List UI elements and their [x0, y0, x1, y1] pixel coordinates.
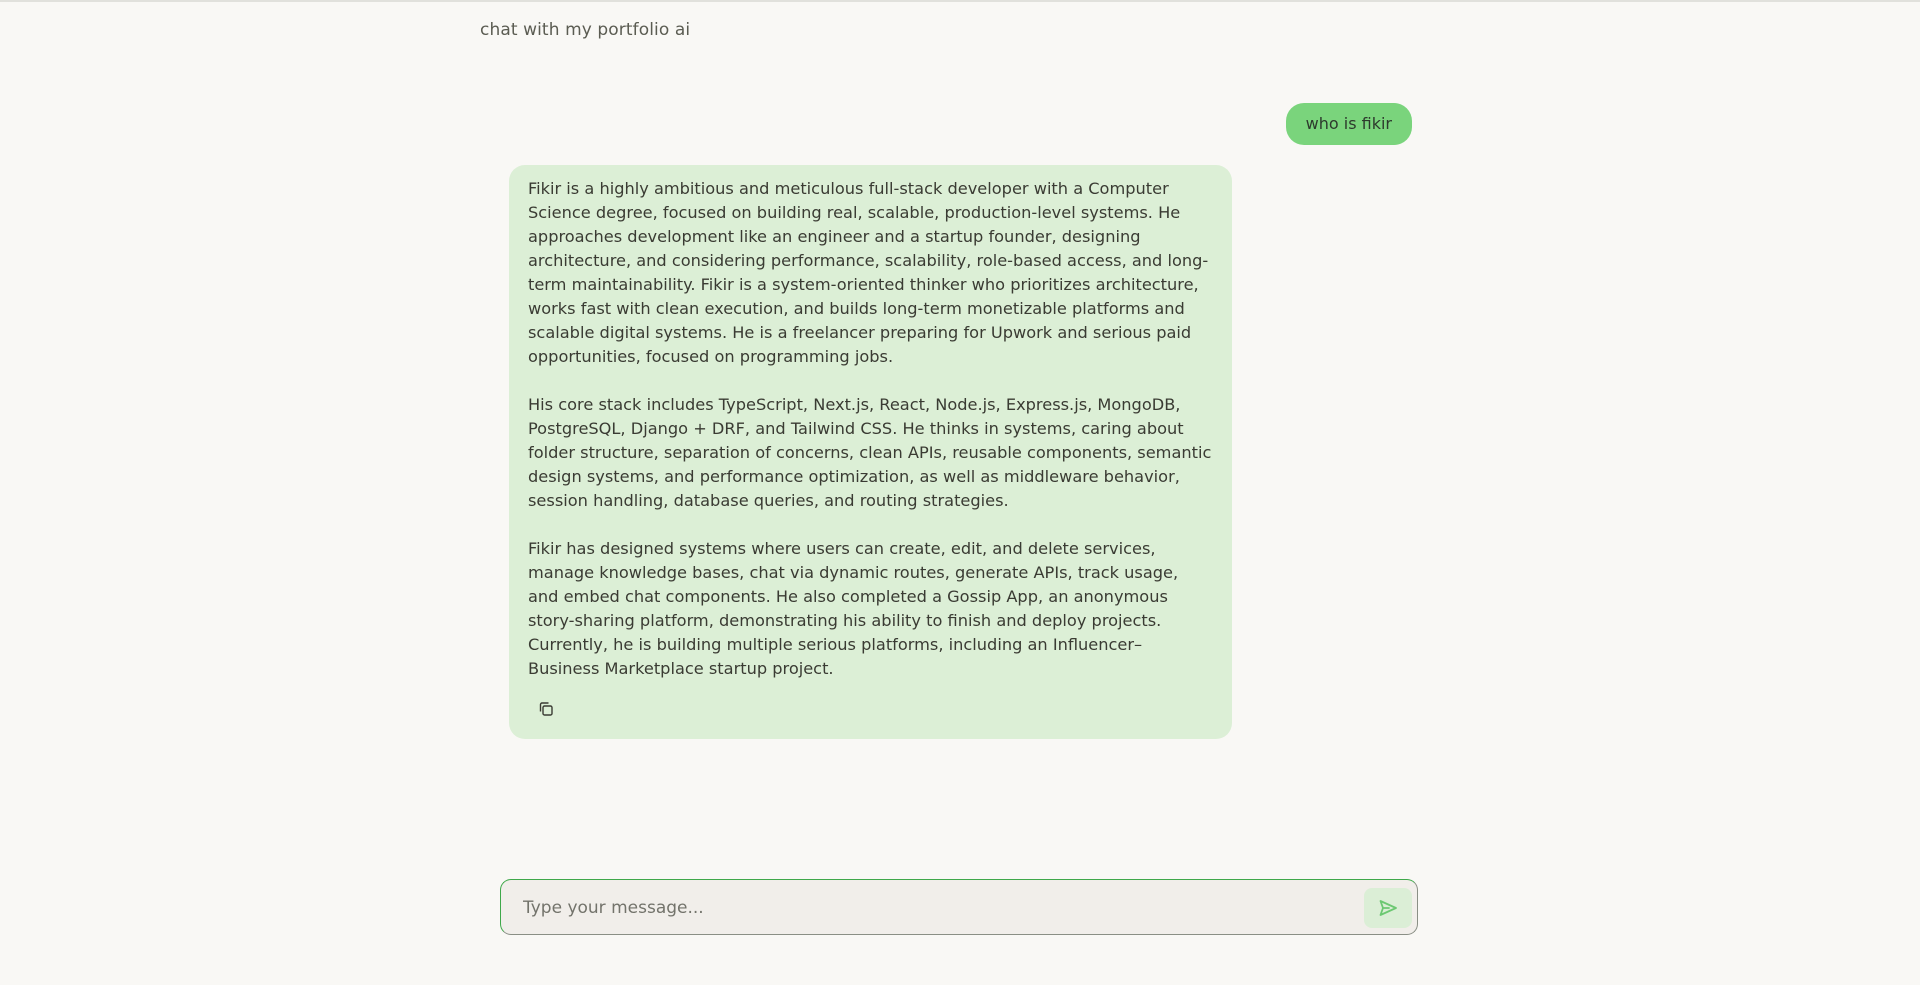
message-composer: [500, 879, 1418, 935]
assistant-paragraph-2: His core stack includes TypeScript, Next.js, React, Node.js, Express.js, MongoDB, PostgreSQL, Django + DRF, and Tailwind CSS. He thinks in systems, caring about folder structure, separation of concerns, clean APIs, reusable components, semantic design systems, and performance optimization, as well as middleware behavior, session handling, database queries, and routing strategies.: [528, 395, 1212, 510]
assistant-message-bubble: [509, 165, 1232, 739]
message-list: [480, 100, 1412, 678]
copy-icon: [537, 700, 555, 718]
message-input[interactable]: [521, 880, 1355, 936]
send-button[interactable]: [1364, 888, 1412, 928]
copy-message-button[interactable]: [528, 691, 564, 727]
user-message-row: [480, 103, 1412, 145]
assistant-paragraph-1: Fikir is a highly ambitious and meticulous full-stack developer with a Computer Science degree, focused on building real, scalable, production-level systems. He approaches development like an engineer and a startup founder, designing architecture, and considering performance, scalability, role-based access, and long-term maintainability. Fikir is a system-oriented thinker who prioritizes architecture, works fast with clean execution, and builds long-term monetizable platforms and scalable digital systems. He is a freelancer preparing for Upwork and serious paid opportunities, focused on programming jobs.: [528, 179, 1209, 366]
page-title: chat with my portfolio ai: [480, 20, 691, 40]
top-divider: [0, 0, 1920, 2]
user-message-bubble: who is fikir: [1286, 103, 1412, 145]
send-icon: [1378, 898, 1398, 918]
assistant-paragraph-3: Fikir has designed systems where users can create, edit, and delete services, manage knowledge bases, chat via dynamic routes, generate APIs, track usage, and embed chat components. He also completed a Gossip App, an anonymous story-sharing platform, demonstrating his ability to finish and deploy projects. Currently, he is building multiple serious platforms, including an Influencer–Business Marketplace startup project.: [528, 539, 1179, 678]
